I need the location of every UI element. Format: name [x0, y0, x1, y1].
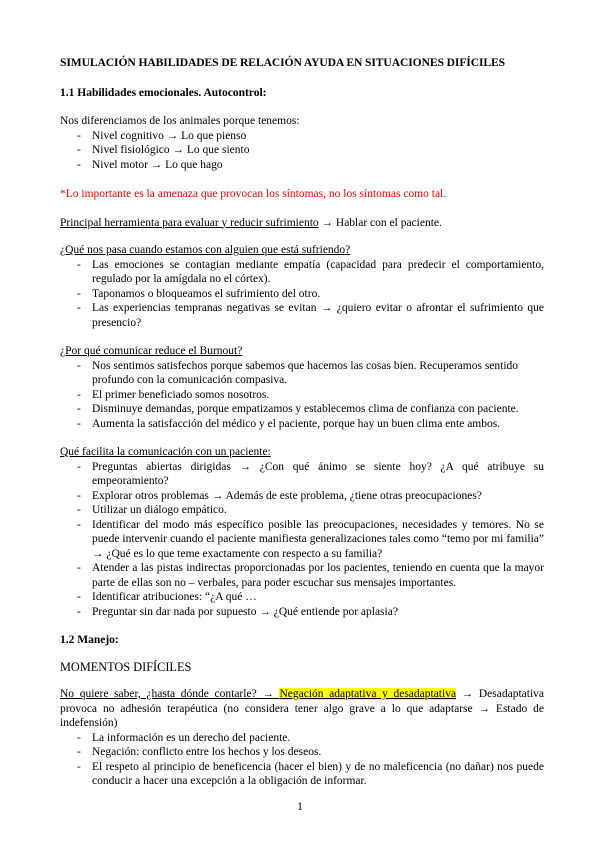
list-item: - La información es un derecho del paciente.: [60, 731, 544, 746]
list-item: - Aumenta la satisfacción del médico y el paciente, porque hay un buen clima ente ambos.: [60, 417, 544, 432]
section-1-2-heading: 1.2 Manejo:: [60, 634, 119, 646]
list-item: - Identificar del modo más específico posible las preocupaciones, necesidades y temores. No se puede intervenir cuando el paciente manifiesta generalizaciones tales como “temo por mi familia” → ¿Qué es lo que teme exactamente con respecto a su familia?: [60, 518, 544, 562]
list-item: - Las emociones se contagian mediante empatía (capacidad para predecir el comportamiento, regulado por la amígdala no el córtex).: [60, 258, 544, 287]
list-item: - El primer beneficiado somos nosotros.: [60, 388, 544, 403]
list-item: - El respeto al principio de beneficencia (hacer el bien) y de no maleficencia (no dañar) nos puede conducir a hacer una excepción a la obligación de informar.: [60, 760, 544, 789]
burnout-list: [60, 359, 544, 432]
list-item: - Negación: conflicto entre los hechos y los deseos.: [60, 745, 544, 760]
list-item: - Identificar atribuciones: “¿A qué …: [60, 590, 544, 605]
list-item: - Preguntar sin dar nada por supuesto → ¿Qué entiende por aplasia?: [60, 605, 544, 620]
levels-list: [60, 129, 544, 173]
question-communication: Qué facilita la comunicación con un paciente:: [60, 446, 271, 458]
list-item: - Explorar otros problemas → Además de este problema, ¿tiene otras preocupaciones?: [60, 489, 544, 504]
list-item: - Nivel cognitivo → Lo que pienso: [60, 129, 544, 144]
list-item: - Las experiencias tempranas negativas se evitan → ¿quiero evitar o afrontar el sufrimiento que presencio?: [60, 301, 544, 330]
list-item: - Disminuye demandas, porque empatizamos y establecemos clima de confianza con paciente.: [60, 402, 544, 417]
list-item: - Nivel motor → Lo que hago: [60, 158, 544, 173]
communication-list: [60, 460, 544, 620]
denial-list: [60, 731, 544, 789]
denial-question: No quiere saber, ¿hasta dónde contarle? →: [60, 688, 280, 700]
main-tool-line: [60, 216, 544, 231]
list-item: - Taponamos o bloqueamos el sufrimiento del otro.: [60, 287, 544, 302]
important-note: *Lo importante es la amenaza que provocan los síntomas, no los síntomas como tal.: [60, 188, 447, 200]
question-burnout: ¿Por qué comunicar reduce el Burnout?: [60, 345, 243, 357]
list-item: - Preguntas abiertas dirigidas → ¿Con qué ánimo se siente hoy? ¿A qué atribuye su empeoramiento?: [60, 460, 544, 489]
denial-text: → Desadaptativa provoca no adhesión terapéutica (no considera tener algo grave a lo que adaptarse → Estado de indefensión): [60, 688, 544, 729]
list-item: - Atender a las pistas indirectas proporcionadas por los pacientes, teniendo en cuenta que la mayor parte de ellas son no – verbales, para poder escuchar sus mensajes importantes.: [60, 561, 544, 590]
document-title: SIMULACIÓN HABILIDADES DE RELACIÓN AYUDA EN SITUACIONES DIFÍCILES: [60, 56, 506, 69]
suffering-list: [60, 258, 544, 331]
main-tool-label: Principal herramienta para evaluar y reducir sufrimiento: [60, 216, 319, 229]
difficult-moments-heading: MOMENTOS DIFÍCILES: [60, 659, 192, 674]
levels-intro: Nos diferenciamos de los animales porque tenemos:: [60, 115, 300, 127]
denial-highlight: Negación adaptativa y desadaptativa: [279, 688, 457, 700]
denial-paragraph: [60, 687, 544, 731]
list-item: - Nivel fisiológico → Lo que siento: [60, 143, 544, 158]
section-1-1-heading: 1.1 Habilidades emocionales. Autocontrol:: [60, 86, 267, 99]
question-suffering: ¿Qué nos pasa cuando estamos con alguien que está sufriendo?: [60, 244, 351, 256]
page-number: 1: [297, 801, 303, 813]
page-content: [60, 56, 544, 789]
list-item: - Utilizar un diálogo empático.: [60, 503, 544, 518]
main-tool-text: → Hablar con el paciente.: [318, 216, 442, 229]
list-item: - Nos sentimos satisfechos porque sabemos que hacemos las cosas bien. Recuperamos sentido profundo con la comunicación compasiva.: [60, 359, 544, 388]
